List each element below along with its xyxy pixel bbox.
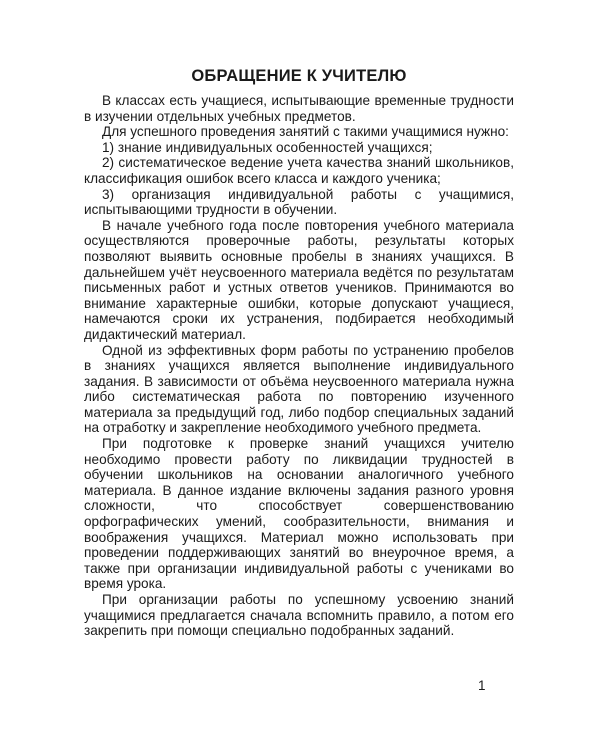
paragraph-requirements-lead: Для успешного проведения занятий с такими учащимися нужно: xyxy=(102,124,509,140)
paragraph-school-year: В начале учебного года после повторения учебного материала осуществляются проверочные работы, результаты которых позволяют выявить основные пробелы в знаниях учащихся. В дальнейшем учёт неусвоенного материала ведётся по результатам письменных работ и устных ответов учеников. Принимаются во внимание характерные ошибки, которые допускают учащиеся, намечаются сроки их устранения, подбирается необходимый дидактический материал. xyxy=(84,217,514,342)
page-number: 1 xyxy=(478,678,486,693)
page-title: ОБРАЩЕНИЕ К УЧИТЕЛЮ xyxy=(191,67,407,85)
list-item-2: 2) систематическое ведение учета качества знаний школьников, классификация ошибок всего класса и каждого ученика; xyxy=(84,155,514,186)
document-body xyxy=(84,93,514,639)
list-item-3: 3) организация индивидуальной работы с учащимися, испытывающими трудности в обучении. xyxy=(84,186,514,218)
paragraph-preparation: При подготовке к проверке знаний учащихся учителю необходимо провести работу по ликвидации трудностей в обучении школьников на основании аналогичного учебного материала. В данное издание включены задания разного уровня сложности, что способствует совершенствованию орфографических умений, сообразительности, внимания и воображения учащихся. Материал можно использовать при проведении поддерживающих занятий во внеурочное время, а также при организации индивидуальной работы с учениками во время урока. xyxy=(84,436,514,592)
paragraph-organization: При организации работы по успешному усвоению знаний учащимися предлагается сначала вспомнить правило, а потом его закрепить при помощи специально подобранных заданий. xyxy=(84,592,514,639)
list-item-1: 1) знание индивидуальных особенностей учащихся; xyxy=(102,139,433,155)
paragraph-intro: В классах есть учащиеся, испытывающие временные трудности в изучении отдельных учебных предметов. xyxy=(84,93,514,124)
document-page xyxy=(84,0,514,750)
paragraph-individual-tasks: Одной из эффективных форм работы по устранению пробелов в знаниях учащихся является выполнение индивидуального задания. В зависимости от объёма неусвоенного материала нужна либо систематическая работа по повторению изученного материала за предыдущий год, либо подбор специальных заданий на отработку и закрепление необходимого учебного предмета. xyxy=(84,342,514,436)
